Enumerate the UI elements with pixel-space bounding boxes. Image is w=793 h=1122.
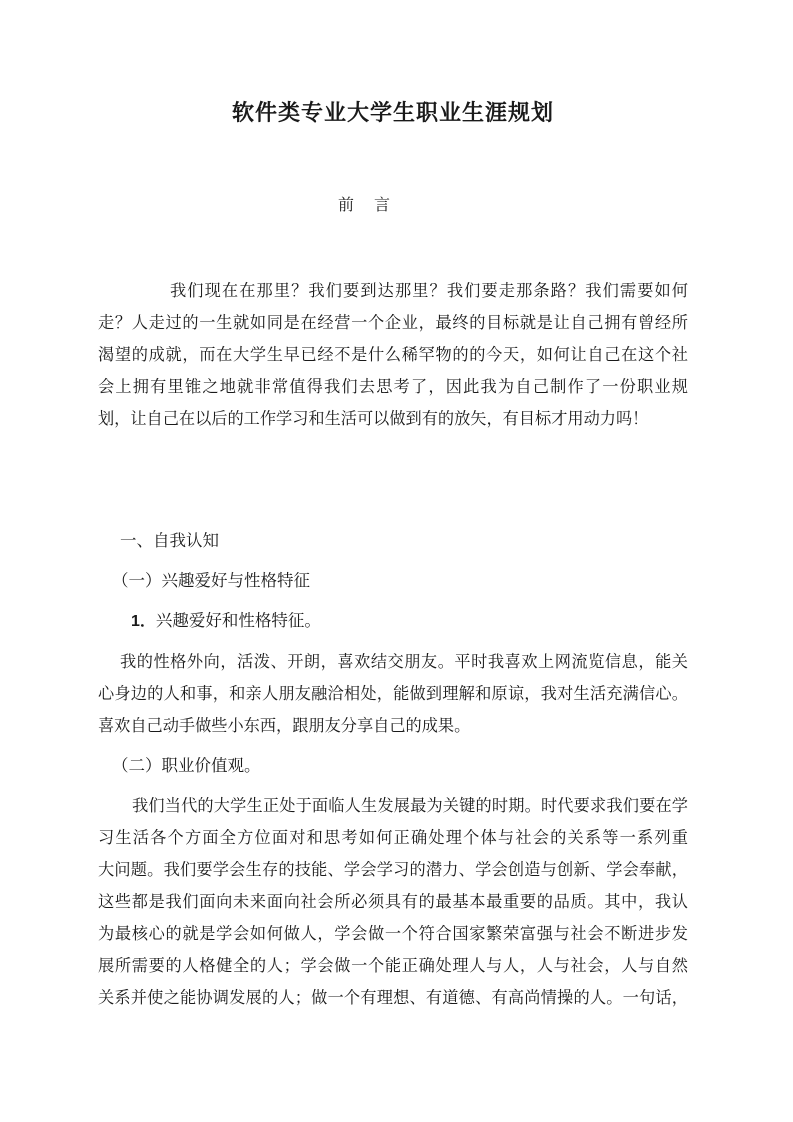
subsection-heading-interests: （一）兴趣爱好与性格特征 — [112, 571, 310, 590]
preface-paragraph — [98, 275, 688, 435]
paragraph-line: 渴望的成就，而在大学生早已经不是什么稀罕物的的今天，如何让自己在这个社 — [98, 346, 688, 364]
paragraph-line: 大问题。我们要学会生存的技能、学会学习的潜力、学会创造与创新、学会奉献， — [98, 861, 688, 879]
paragraph-line: 展所需要的人格健全的人；学会做一个能正确处理人与人，人与社会，人与自然 — [98, 957, 688, 975]
paragraph-line: 我们现在在那里？我们要到达那里？我们要走那条路？我们需要如何 — [170, 282, 688, 300]
paragraph-line: 我们当代的大学生正处于面临人生发展最为关键的时期。时代要求我们要在学 — [132, 797, 688, 815]
item-heading-interests — [98, 605, 688, 638]
subsection-heading-career-values: （二）职业价值观。 — [112, 756, 261, 775]
paragraph-line: 这些都是我们面向未来面向社会所必须具有的最基本最重要的品质。其中，我认 — [98, 893, 688, 911]
item-heading-text: 兴趣爱好和性格特征。 — [155, 611, 321, 630]
paragraph-line: 会上拥有里锥之地就非常值得我们去思考了，因此我为自己制作了一份职业规 — [98, 378, 688, 396]
document-title: 软件类专业大学生职业生涯规划 — [231, 100, 554, 125]
document-content — [0, 97, 793, 1014]
paragraph-line: 我的性格外向，活泼、开朗，喜欢结交朋友。平时我喜欢上网流览信息，能关 — [120, 653, 688, 671]
preface-heading: 前 言 — [337, 197, 392, 214]
section-heading-self-awareness: 一、自我认知 — [120, 531, 219, 550]
paragraph-line: 关系并使之能协调发展的人；做一个有理想、有道德、有高尚情操的人。一句话， — [98, 989, 688, 1007]
personality-paragraph — [98, 646, 688, 742]
paragraph-line: 心身边的人和事，和亲人朋友融洽相处，能做到理解和原谅，我对生活充满信心。 — [98, 685, 688, 703]
paragraph-line: 划，让自己在以后的工作学习和生活可以做到有的放矢，有目标才用动力吗！ — [98, 410, 649, 428]
career-values-paragraph — [98, 790, 688, 1014]
paragraph-line: 习生活各个方面全方位面对和思考如何正确处理个体与社会的关系等一系列重 — [98, 829, 688, 847]
paragraph-line: 为最核心的就是学会如何做人，学会做一个符合国家繁荣富强与社会不断进步发 — [98, 925, 688, 943]
paragraph-line: 喜欢自己动手做些小东西，跟朋友分享自己的成果。 — [98, 717, 471, 735]
paragraph-line: 走？人走过的一生就如同是在经营一个企业，最终的目标就是让自己拥有曾经所 — [98, 314, 688, 332]
item-number: 1． — [131, 613, 156, 630]
